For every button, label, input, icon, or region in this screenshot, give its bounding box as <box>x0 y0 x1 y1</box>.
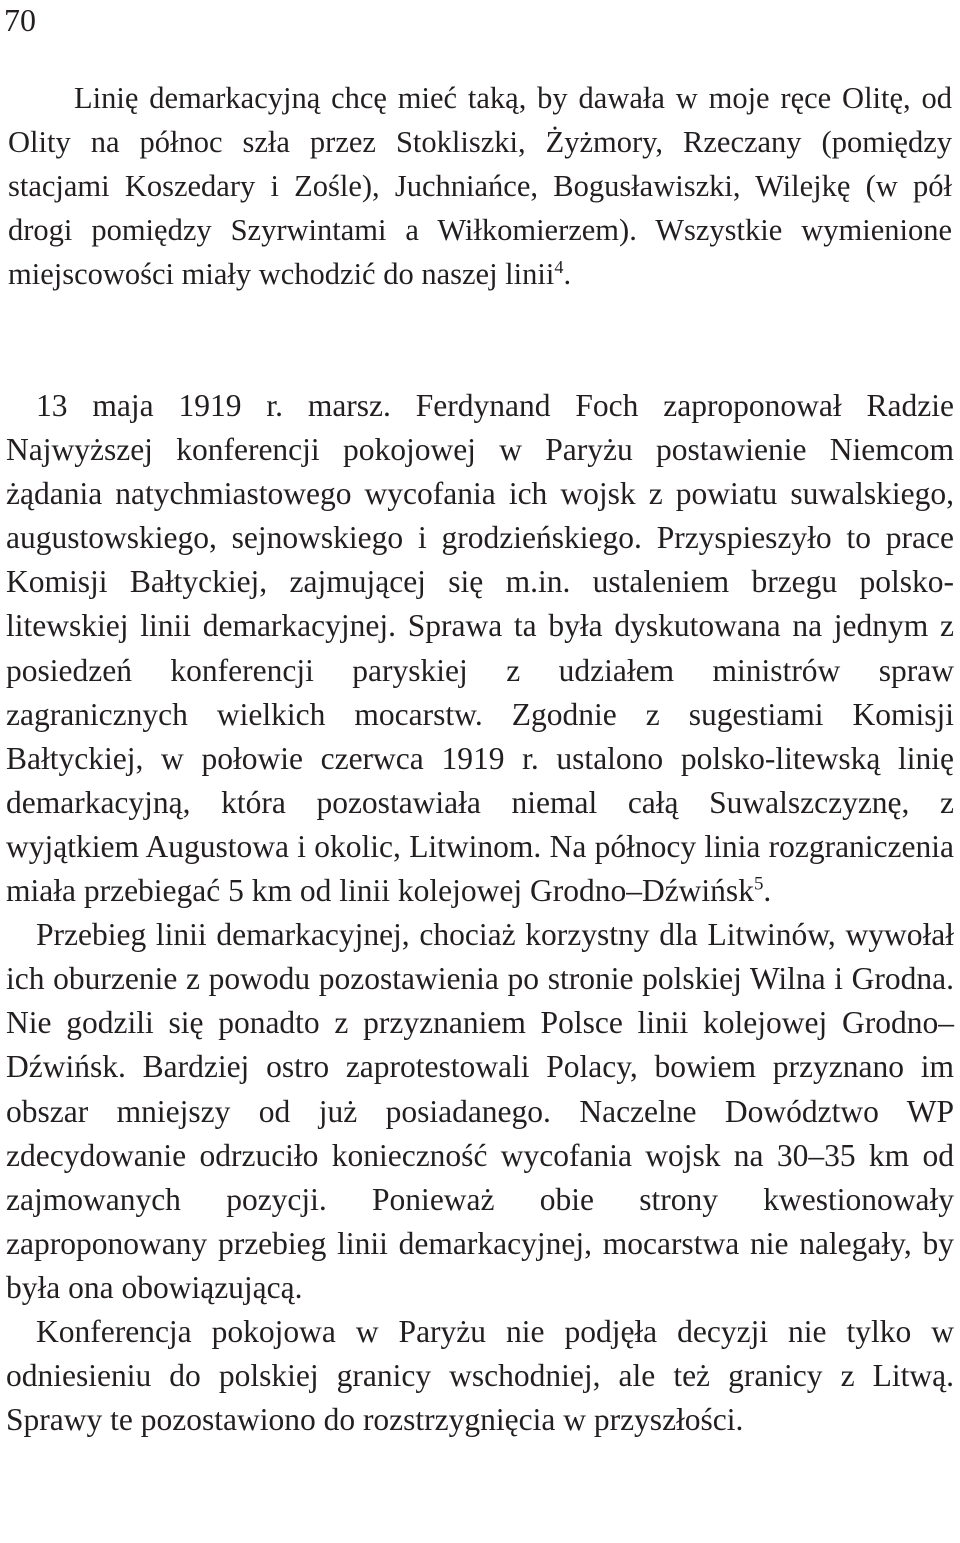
paragraph <box>6 384 954 913</box>
page-number: 70 <box>4 2 36 38</box>
paragraph: Przebieg linii demarkacyjnej, chociaż korzystny dla Litwinów, wywołał ich oburzenie z powodu pozostawienia po stronie polskiej Wilna i Grodna. Nie godzili się ponadto z przyznaniem Polsce linii kolejowej Grodno–Dźwińsk. Bardziej ostro zaprotestowali Polacy, bowiem przyznano im obszar mniejszy od już posiadanego. Naczelne Dowództwo WP zdecydowanie odrzuciło konieczność wycofania wojsk na 30–35 km od zajmowanych pozycji. Ponieważ obie strony kwestionowały zaproponowany przebieg linii demarkacyjnej, mocarstwa nie nalegały, by była ona obowiązującą. <box>6 917 954 1305</box>
paragraph-end: . <box>763 873 772 909</box>
main-text <box>6 384 954 1442</box>
quotation-end: . <box>563 257 572 291</box>
footnote-reference: 4 <box>554 256 564 277</box>
quotation-text: Linię demarkacyjną chcę mieć taką, by dawała w moje ręce Olitę, od Olity na północ szła przez Stokliszki, Żyżmory, Rzeczany (pomiędzy stacjami Koszedary i Zośle), Juchniańce, Bogusławiszki, Wilejkę (w pół drogi pomiędzy Szyrwintami a Wiłkomierzem). Wszystkie wymienione miejscowości miały wchodzić do naszej linii <box>8 81 952 291</box>
paragraph-text: 13 maja 1919 r. marsz. Ferdynand Foch zaproponował Radzie Najwyższej konferencji pokojowej w Paryżu postawienie Niemcom żądania natychmiastowego wycofania ich wojsk z powiatu suwalskiego, augustowskiego, sejnowskiego i grodzieńskiego. Przyspieszyło to prace Komisji Bałtyckiej, zajmującej się m.in. ustaleniem brzegu polsko-litewskiej linii demarkacyjnej. Sprawa ta była dyskutowana na jednym z posiedzeń konferencji paryskiej z udziałem ministrów spraw zagranicznych wielkich mocarstw. Zgodnie z sugestiami Komisji Bałtyckiej, w połowie czerwca 1919 r. ustalono polsko-litewską linię demarkacyjną, która pozostawiała niemal całą Suwalszczyznę, z wyjątkiem Augustowa i okolic, Litwinom. Na północy linia rozgraniczenia miała przebiegać 5 km od linii kolejowej Grodno–Dźwińsk <box>6 388 954 909</box>
paragraph: Konferencja pokojowa w Paryżu nie podjęła decyzji nie tylko w odniesieniu do polskiej granicy wschodniej, ale też granicy z Litwą. Sprawy te pozostawiono do rozstrzygnięcia w przyszłości. <box>6 1313 954 1438</box>
quotation-block <box>8 76 952 296</box>
footnote-reference: 5 <box>753 873 764 895</box>
